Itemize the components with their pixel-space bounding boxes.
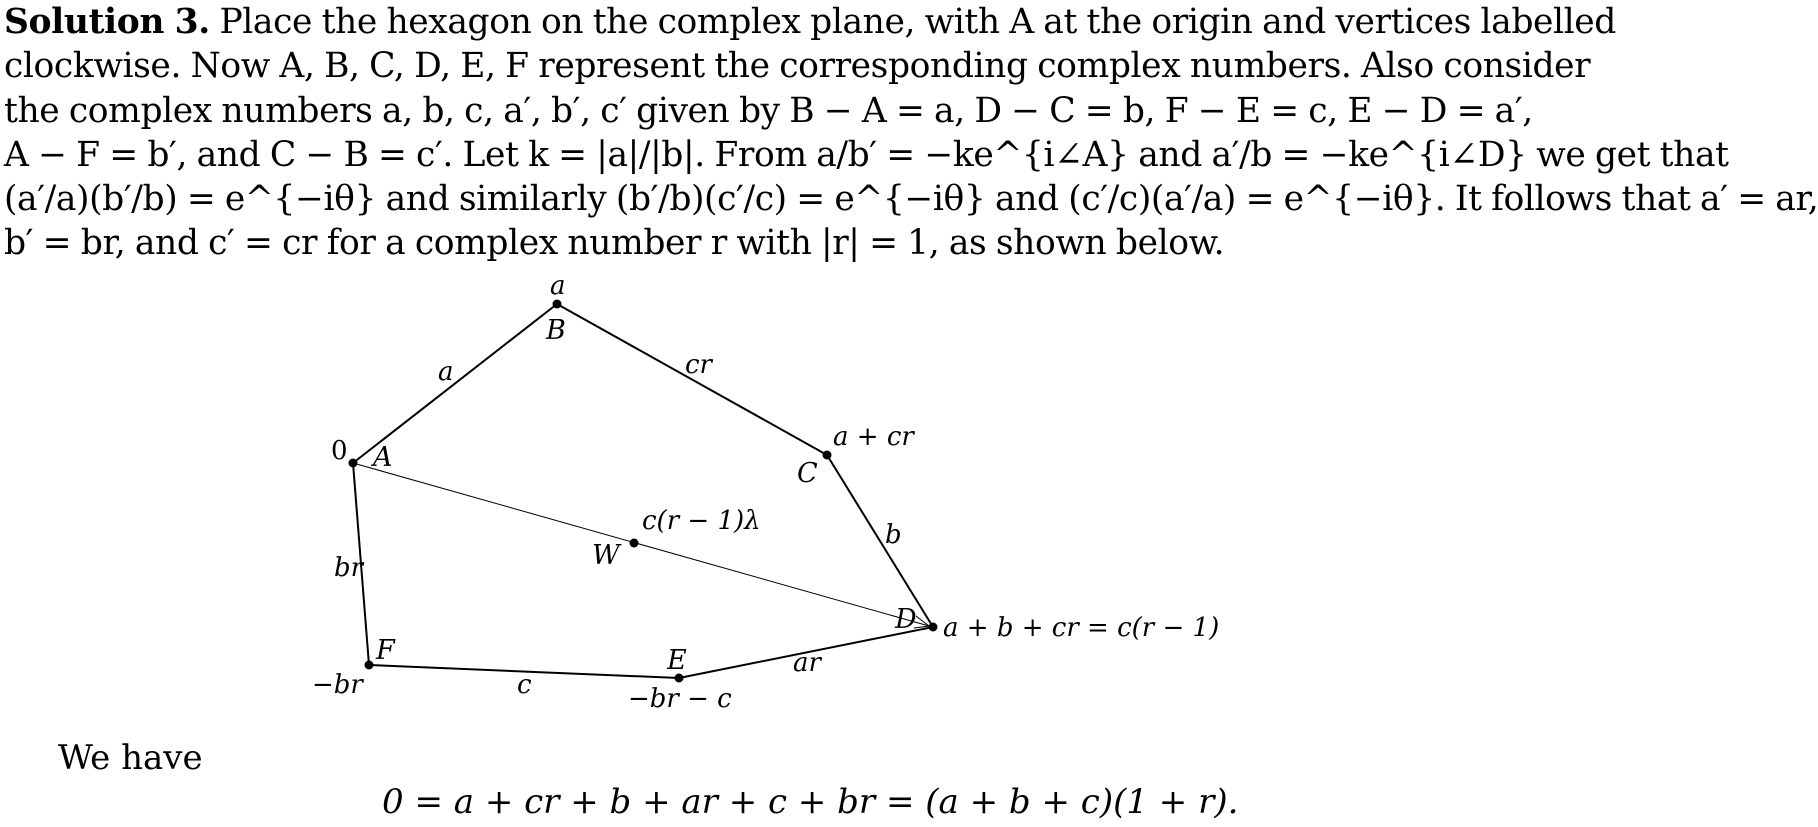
paragraph-line: Solution 3. Place the hexagon on the complex plane, with A at the origin and vertices labelled xyxy=(4,2,1616,42)
edge-label-cd: b xyxy=(885,520,902,550)
value-label-b: a xyxy=(550,271,566,301)
paragraph-line: clockwise. Now A, B, C, D, E, F represent the corresponding complex numbers. Also consider xyxy=(4,46,1591,87)
value-label-f: −br xyxy=(312,670,363,700)
edge-label-de: ar xyxy=(793,648,821,678)
solution-heading: Solution 3. xyxy=(4,2,210,42)
edge-label-fa: br xyxy=(334,553,364,583)
vertex-label-c: C xyxy=(797,458,818,489)
vertex-label-e: E xyxy=(667,645,687,676)
edge-label-ef: c xyxy=(517,670,532,700)
point-d xyxy=(929,623,938,632)
value-label-d: a + b + cr = c(r − 1) xyxy=(943,613,1220,643)
paragraph-line: b′ = br, and c′ = cr for a complex number r with |r| = 1, as shown below. xyxy=(4,223,1225,264)
value-label-w: c(r − 1)λ xyxy=(642,506,761,536)
paragraph-line: the complex numbers a, b, c, a′, b′, c′ given by B − A = a, D − C = b, F − E = c, E − D = a′, xyxy=(4,90,1533,131)
point-f xyxy=(365,661,374,670)
paragraph-line: (a′/a)(b′/b) = e^{−iθ} and similarly (b′/b)(c′/c) = e^{−iθ} and (c′/c)(a′/a) = e^{−iθ}. It follows that a′ = ar, xyxy=(4,179,1818,220)
value-label-e: −br − c xyxy=(628,684,732,714)
edge-label-ab: a xyxy=(438,357,454,387)
final-equation: 0 = a + cr + b + ar + c + br = (a + b + c)(1 + r). xyxy=(382,782,1239,822)
edge-label-bc: cr xyxy=(685,350,712,380)
vertex-label-b: B xyxy=(546,315,566,346)
edge-ab xyxy=(353,304,557,463)
vertex-label-a: A xyxy=(373,442,393,473)
vertex-label-f: F xyxy=(376,635,395,666)
hexagon-diagram xyxy=(0,268,1535,738)
solution-paragraph xyxy=(4,0,1818,266)
point-a xyxy=(349,459,358,468)
diagonal-ad xyxy=(353,463,929,626)
point-c xyxy=(823,451,832,460)
paragraph-line: A − F = b′, and C − B = c′. Let k = |a|/|b|. From a/b′ = −ke^{i∠A} and a′/b = −ke^{i∠D} we get that xyxy=(4,134,1729,175)
value-label-c: a + cr xyxy=(833,422,914,452)
vertex-label-d: D xyxy=(895,604,917,635)
point-w xyxy=(630,539,639,548)
value-label-a: 0 xyxy=(331,436,348,466)
we-have-text: We have xyxy=(58,738,203,778)
vertex-label-w: W xyxy=(592,540,620,571)
